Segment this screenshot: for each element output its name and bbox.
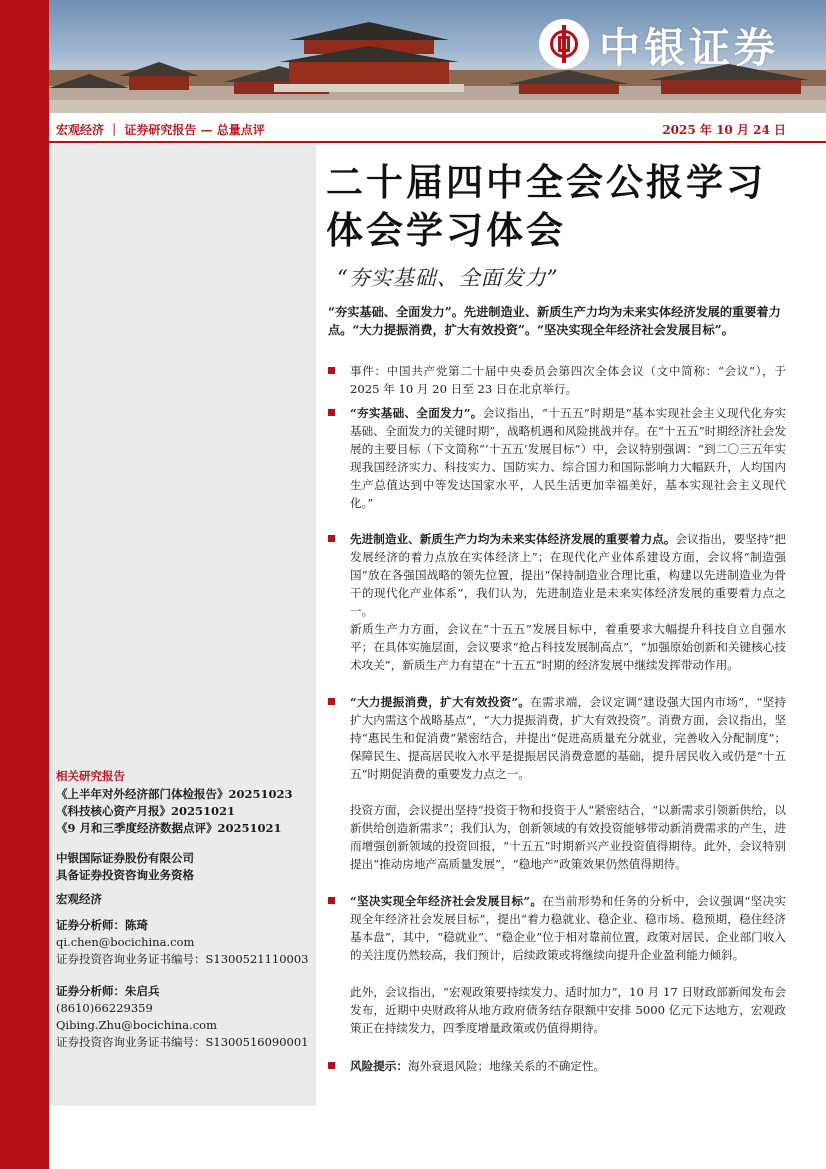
related-report-3[interactable]: 《9 月和三季度经济数据点评》20251021 bbox=[56, 821, 282, 835]
paragraph-new-productivity: 新质生产力方面，会议在“十五五”发展目标中，着重要求大幅提升科技自立自强水平；在具体实施层面，会议要求“抢占科技发展制高点”，“加强原始创新和关键核心技术攻关”，新质生产力有望在“十五五”时期的经济发展中继续发挥带动作用。 bbox=[350, 622, 786, 672]
bullet-square-icon bbox=[328, 897, 335, 904]
bullet-square-icon bbox=[328, 367, 335, 374]
report-category: 宏观经济 ｜ 证券研究报告 — 总量点评 bbox=[56, 123, 265, 137]
bullet-lead: “大力提振消费，扩大有效投资”。 bbox=[350, 695, 531, 709]
bullet-lead: 风险提示： bbox=[350, 1059, 408, 1073]
bullet-text: 会议指出，“十五五”时期是“基本实现社会主义现代化夯实基础、全面发力的关键时期”，战略机遇和风险挑战并存。在“十五五”时期经济社会发展的主要目标（下文简称“‘十五五’发展目标”）中，会议特别强调：“到二〇三五年实现我国经济实力、科技实力、国防实力、综合国力和国际影响力大幅跃升，人均国内生产总值达到中等发达国家水平，人民生活更加幸福美好，基本实现社会主义现代化。” bbox=[350, 406, 786, 510]
analyst-2-phone: (8610)66229359 bbox=[56, 1001, 153, 1015]
bank-of-china-icon bbox=[539, 19, 589, 69]
bullet-lead: 先进制造业、新质生产力均为未来实体经济发展的重要着力点。 bbox=[350, 532, 676, 546]
company-qualification: 具备证券投资咨询业务资格 bbox=[56, 868, 194, 882]
page-subtitle: “夯实基础、全面发力” bbox=[337, 266, 559, 290]
paragraph-policy: 此外，会议指出，“宏观政策要持续发力、适时加力”，10 月 17 日财政部新闻发布会发布，近期中央财政将从地方政府债务结存限额中安排 5000 亿元下达地方，宏观政策正在持续发力，四季度增量政策或仍值得期待。 bbox=[350, 985, 786, 1035]
bullet-text: 在当前形势和任务的分析中，会议强调“坚决实现全年经济社会发展目标”，提出“着力稳就业、稳企业、稳市场、稳预期，稳住经济基本盘”，其中，“稳就业”、“稳企业”位于相对靠前位置，政策对居民、企业部门收入的关注度仍然较高，我们预计，后续政策或将继续向提升企业盈利能力倾斜。 bbox=[350, 894, 786, 962]
bullet-annual-target bbox=[328, 892, 786, 964]
report-header bbox=[49, 113, 826, 143]
left-red-bar bbox=[0, 0, 49, 1169]
bullet-lead: “夯实基础、全面发力”。 bbox=[350, 406, 483, 420]
analyst-1-cert: 证券投资咨询业务证书编号：S1300521110003 bbox=[56, 952, 309, 966]
bullet-text: 在需求端，会议定调“建设强大国内市场”，“坚持扩大内需这个战略基点”，“大力提振消费，扩大有效投资”。消费方面，会议指出，坚持“惠民生和促消费”紧密结合，并提出“促进高质量充分就业，完善收入分配制度”；保障民生、提高居民收入水平是提振居民消费意愿的基础，提升居民收入或仍是“十五五”时期促消费的重要发力点之一。 bbox=[350, 695, 786, 781]
header-banner bbox=[49, 0, 826, 113]
summary-paragraph: “夯实基础、全面发力”。先进制造业、新质生产力均为未来实体经济发展的重要着力点。“大力提振消费，扩大有效投资”。“坚决实现全年经济社会发展目标”。 bbox=[328, 305, 781, 337]
company-name: 中银国际证券股份有限公司 bbox=[56, 851, 194, 865]
bullet-text: 事件：中国共产党第二十届中央委员会第四次全体会议（文中简称：“会议”），于 2025 年 10 月 20 日至 23 日在北京举行。 bbox=[350, 364, 786, 396]
related-report-2[interactable]: 《科技核心资产月报》20251021 bbox=[56, 804, 236, 818]
analyst-2-email[interactable]: Qibing.Zhu@bocichina.com bbox=[56, 1018, 217, 1032]
report-date: 2025 年 10 月 24 日 bbox=[662, 123, 786, 137]
bullet-manufacturing bbox=[328, 530, 786, 620]
bullet-text: 会议指出，要坚持“把发展经济的着力点放在实体经济上”；在现代化产业体系建设方面，会议将“制造强国”放在各强国战略的领先位置，提出“保持制造业合理比重，构建以先进制造业为骨干的现代化产业体系”，我们认为，先进制造业是未来实体经济发展的重要着力点之一。 bbox=[350, 532, 786, 618]
related-reports-title: 相关研究报告 bbox=[56, 769, 125, 783]
brand-name: 中银证券 bbox=[599, 23, 779, 72]
bullet-risk bbox=[328, 1057, 786, 1075]
sector-label: 宏观经济 bbox=[56, 892, 102, 906]
bullet-square-icon bbox=[328, 698, 335, 705]
paragraph-investment: 投资方面，会议提出坚持“投资于物和投资于人”紧密结合，“以新需求引领新供给，以新供给创造新需求”；我们认为，创新领域的有效投资能够带动新消费需求的产生，进而增强创新领域的投资回报，“十五五”时期新兴产业投资值得期待。此外，会议特别提出“推动房地产高质量发展”，“稳地产”政策效果仍然值得期待。 bbox=[350, 803, 786, 871]
related-report-1[interactable]: 《上半年对外经济部门体检报告》20251023 bbox=[56, 787, 293, 801]
brand-logo bbox=[539, 14, 819, 74]
bullet-square-icon bbox=[328, 409, 335, 416]
title-line-1: 二十届四中全会公报学习 bbox=[326, 160, 766, 204]
bullet-text: 海外衰退风险；地缘关系的不确定性。 bbox=[407, 1059, 606, 1073]
bullet-foundation bbox=[328, 404, 786, 512]
analyst-2-label: 证券分析师：朱启兵 bbox=[56, 984, 160, 998]
bullet-square-icon bbox=[328, 535, 335, 542]
title-line-2: 体会学习体会 bbox=[326, 208, 566, 252]
analyst-1-email[interactable]: qi.chen@bocichina.com bbox=[56, 935, 195, 949]
analyst-1-label: 证券分析师：陈琦 bbox=[56, 918, 148, 932]
bullet-consumption bbox=[328, 693, 786, 783]
page-title bbox=[326, 158, 806, 254]
analyst-2-cert: 证券投资咨询业务证书编号：S1300516090001 bbox=[56, 1035, 309, 1049]
bullet-event bbox=[328, 362, 786, 398]
bullet-lead: “坚决实现全年经济社会发展目标”。 bbox=[350, 894, 543, 908]
bullet-square-icon bbox=[328, 1062, 335, 1069]
